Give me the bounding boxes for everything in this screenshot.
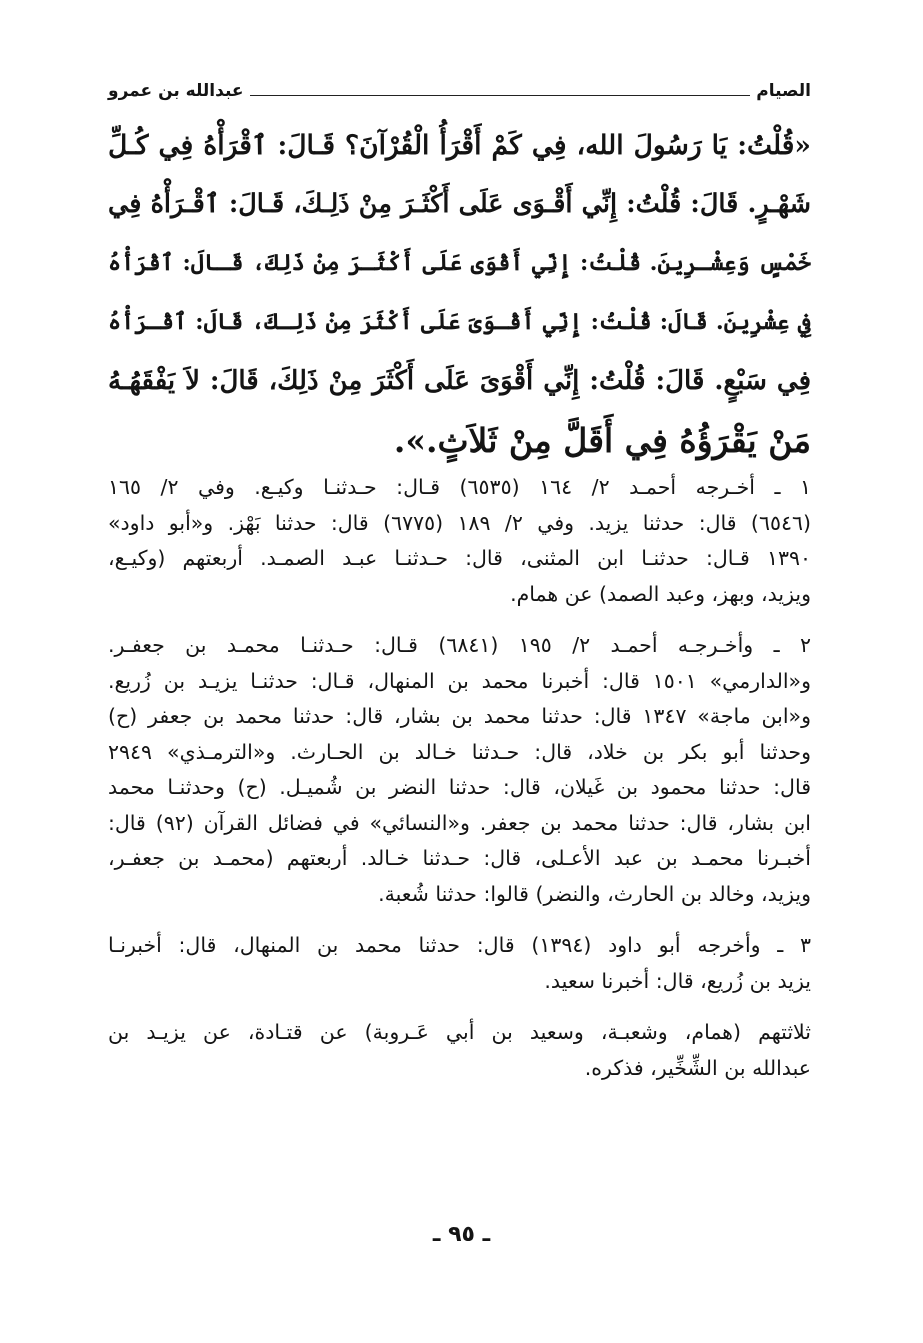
note-line: ٣ ـ وأخرجه أبو داود (١٣٩٤) قال: حدثنا محمد بن المنهال، قال: أخبرنـا <box>108 933 811 957</box>
hadith-line: «قُلْتُ: يَا رَسُولَ الله، فِي كَمْ أَقْرَأُ الْقُرْآنَ؟ قَـالَ: ٱقْرَأْهُ فِي كُـلِّ <box>108 130 811 161</box>
note-line: و«الدارمي» ١٥٠١ قال: أخبرنا محمد بن المنهال، قـال: حدثنـا يزيـد بن زُريع. <box>108 668 811 693</box>
note-line: أخبـرنا محمـد بن عبد الأعـلى، قال: حـدثنا خـالد. أربعتهم (محمـد بن جعفـر، <box>108 846 811 870</box>
note-line: ويزيد، وخالد بن الحارث، والنضر) قالوا: حدثنا شُعبة. <box>378 881 811 906</box>
note-3 <box>108 928 811 999</box>
note-line: و«ابن ماجة» ١٣٤٧ قال: حدثنا محمد بن بشار، قال: حدثنا محمد بن جعفر (ح) <box>108 704 811 728</box>
note-line: وحدثنا أبو بكر بن خلاد، قال: حـدثنا خـالد بن الحـارث. و«الترمـذي» ٢٩٤٩ <box>108 739 811 764</box>
hadith-text <box>108 116 811 470</box>
note-line: يزيد بن زُريع، قال: أخبرنا سعيد. <box>544 968 811 993</box>
note-line: عبدالله بن الشِّخِّير، فذكره. <box>584 1055 811 1080</box>
note-line: ويزيد، وبهز، وعبد الصمد) عن همام. <box>510 581 811 606</box>
hadith-line: خَمْسٍ وَعِشْـرِينَ. قُلْتُ: إِنِّي أَقْوَى عَلَى أَكْثَـرَ مِنْ ذَلِكَ، قَـالَ: ٱقْرَأْهُ <box>108 250 811 276</box>
page-number: ـ ٩٥ ـ <box>432 1222 491 1247</box>
header-rule <box>250 95 751 96</box>
running-header <box>108 76 811 106</box>
narrator-name: عبدالله بن عمرو <box>108 81 244 101</box>
note-line: ١٣٩٠ قـال: حدثنـا ابن المثنى، قال: حـدثنـا عبـد الصمـد. أربعتهم (وكيـع، <box>108 546 811 570</box>
note-line: (٦٥٤٦) قال: حدثنا يزيد. وفي ٢/ ١٨٩ (٦٧٧٥) قال: حدثنا بَهْز. و«أبو داود» <box>108 510 811 535</box>
note-4 <box>108 1015 811 1086</box>
note-line: ٢ ـ وأخـرجـه أحمـد ٢/ ١٩٥ (٦٨٤١) قـال: حـدثنـا محمـد بن جعفـر. <box>108 633 811 657</box>
note-line: ابن بشار، قال: حدثنا محمد بن جعفر. و«النسائي» في فضائل القرآن (٩٢) قال: <box>108 810 811 835</box>
note-line: ١ ـ أخـرجه أحمـد ٢/ ١٦٤ (٦٥٣٥) قـال: حـدثنـا وكيـع. وفي ٢/ ١٦٥ <box>108 475 811 499</box>
note-2 <box>108 628 811 912</box>
takhrij-notes <box>108 470 811 1102</box>
note-1 <box>108 470 811 612</box>
note-line: قال: حدثنا محمود بن غَيلان، قال: حدثنا النضر بن شُميـل. (ح) وحدثنـا محمد <box>108 775 811 799</box>
hadith-line: فِي عِشْرِينَ. قَالَ: قُلْتُ: إِنِّي أَقْـوَىَ عَلَى أَكْثَرَ مِنْ ذَلِـكَ، قَالَ: ٱقْـرَأْهُ <box>108 309 811 335</box>
hadith-line: مَنْ يَقْرَؤُهُ فِي أَقَلَّ مِنْ ثَلاَثٍ.». <box>393 421 811 460</box>
note-line: ثلاثتهم (همام، وشعبـة، وسعيد بن أبي عَـروبة) عن قتـادة، عن يزيـد بن <box>108 1020 811 1044</box>
chapter-title: الصيام <box>756 81 811 101</box>
hadith-line: فِي سَبْعٍ. قَالَ: قُلْتُ: إِنِّي أَقْوَىَ عَلَى أَكْثَرَ مِنْ ذَلِكَ، قَالَ: لاَ يَفْقَهُـهُ <box>108 366 811 396</box>
hadith-line: شَهْـرٍ. قَالَ: قُلْتُ: إِنِّي أَقْـوَى عَلَى أَكْثَـرَ مِنْ ذَلِـكَ، قَـالَ: ٱقْـرَأْهُ فِي <box>108 189 811 219</box>
